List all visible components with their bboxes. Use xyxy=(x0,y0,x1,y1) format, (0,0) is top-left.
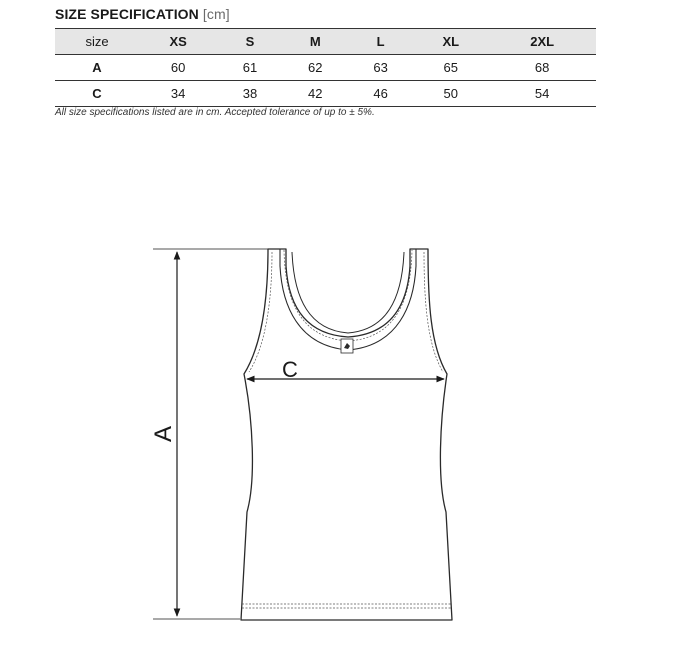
table-cell: 61 xyxy=(242,60,258,75)
table-cell: 62 xyxy=(308,60,323,75)
header-l: L xyxy=(376,34,385,49)
back-neckline xyxy=(292,252,404,333)
row-label: A xyxy=(92,60,102,75)
table-cell: 50 xyxy=(443,86,458,101)
table-cell: 42 xyxy=(308,86,323,101)
measure-a-label: A xyxy=(150,425,177,443)
header-s: S xyxy=(245,34,255,49)
table-cell: 46 xyxy=(373,86,388,101)
table-cell: 63 xyxy=(373,60,388,75)
table-cell: 65 xyxy=(443,60,458,75)
table-cell: 34 xyxy=(170,86,186,101)
header-size: size xyxy=(85,34,109,49)
tolerance-note: All size specifications listed are in cm. Accepted tolerance of up to ± 5%. xyxy=(55,107,375,118)
header-m: M xyxy=(309,34,321,49)
header-xs: XS xyxy=(169,34,187,49)
measure-c-label: C xyxy=(282,357,298,382)
header-2xl: 2XL xyxy=(530,34,555,49)
table-cell: 54 xyxy=(534,86,550,101)
row-label: C xyxy=(92,86,102,101)
table-cell: 60 xyxy=(170,60,186,75)
tank-top-body xyxy=(241,249,452,620)
table-cell: 38 xyxy=(242,86,258,101)
title-unit: [cm] xyxy=(202,6,230,22)
header-xl: XL xyxy=(442,34,460,49)
title-main: SIZE SPECIFICATION xyxy=(55,6,199,22)
table-cell: 68 xyxy=(534,60,550,75)
